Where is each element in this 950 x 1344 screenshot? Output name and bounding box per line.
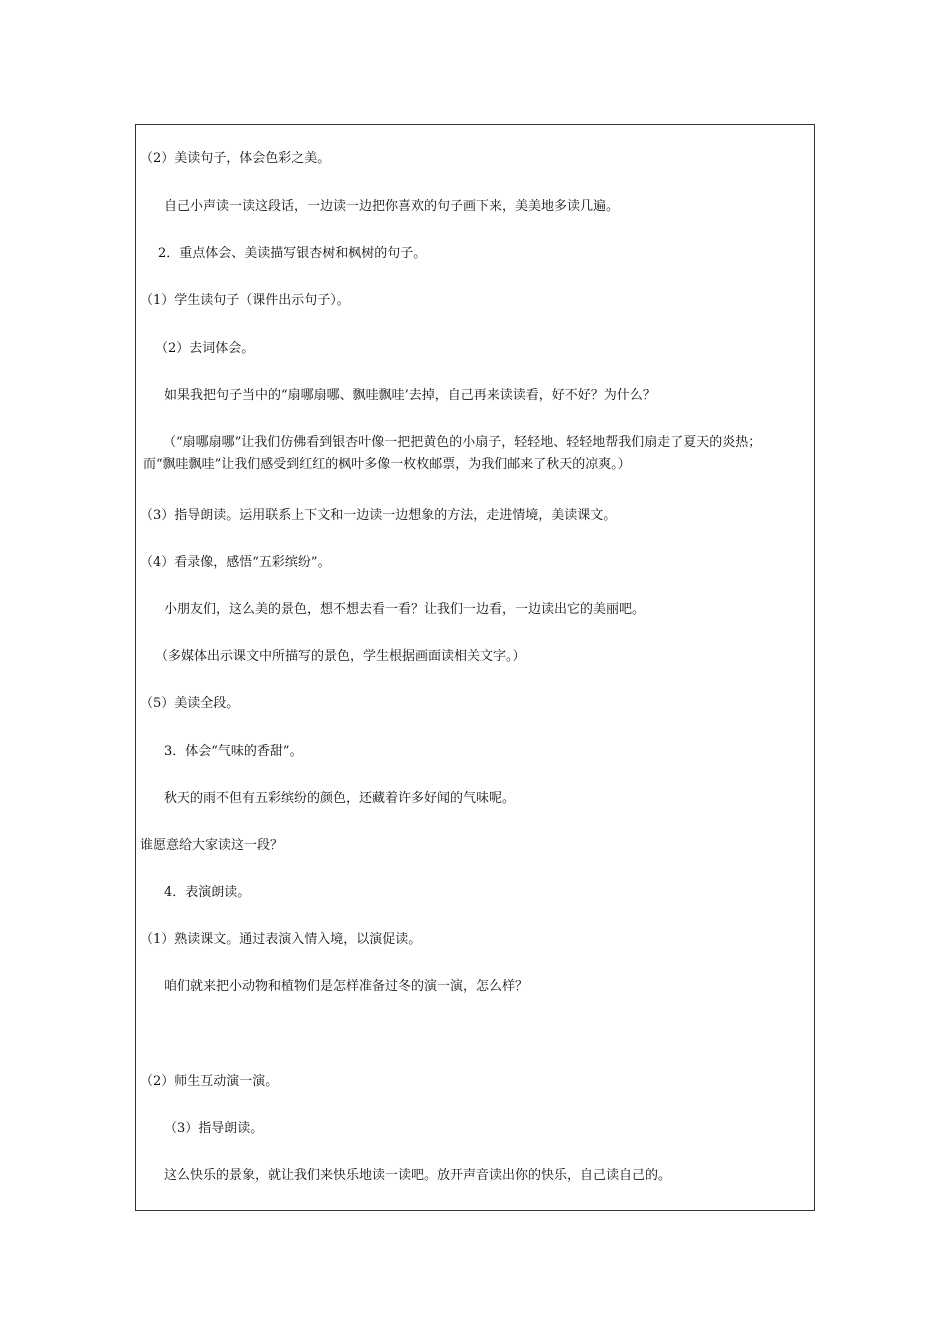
text-line-13: 3．体会“气味的香甜”。 bbox=[164, 744, 303, 759]
text-line-1: （2）美读句子，体会色彩之美。 bbox=[140, 151, 331, 166]
text-line-2: 自己小声读一读这段话，一边读一边把你喜欢的句子画下来，美美地多读几遍。 bbox=[164, 199, 620, 214]
text-line-18: 咱们就来把小动物和植物们是怎样准备过冬的演一演，怎么样？ bbox=[164, 979, 529, 994]
text-paragraph-7: （“扇哪扇哪”让我们仿佛看到银杏叶像一把把黄色的小扇子，轻轻地、轻轻地帮我们扇走了夏天的炎热；而“飘哇飘哇”让我们感受到红红的枫叶多像一枚枚邮票，为我们邮来了秋天的凉爽。） bbox=[143, 435, 762, 472]
text-line-4: （1）学生读句子（课件出示句子）。 bbox=[140, 293, 350, 308]
text-line-11: （多媒体出示课文中所描写的景色，学生根据画面读相关文字。） bbox=[155, 649, 526, 664]
text-line-19: （2）师生互动演一演。 bbox=[140, 1074, 279, 1089]
text-line-12: （5）美读全段。 bbox=[140, 696, 240, 711]
text-line-20: （3）指导朗读。 bbox=[164, 1121, 264, 1136]
text-line-10: 小朋友们，这么美的景色，想不想去看一看？让我们一边看，一边读出它的美丽吧。 bbox=[164, 602, 646, 617]
text-line-16: 4．表演朗读。 bbox=[164, 885, 251, 900]
text-line-5: （2）去词体会。 bbox=[155, 341, 255, 356]
text-line-9: （4）看录像，感悟“五彩缤纷”。 bbox=[140, 555, 331, 570]
text-line-8: （3）指导朗读。运用联系上下文和一边读一边想象的方法，走进情境，美读课文。 bbox=[140, 508, 617, 523]
text-line-15: 谁愿意给大家读这一段？ bbox=[140, 838, 284, 853]
text-line-3: 2．重点体会、美读描写银杏树和枫树的句子。 bbox=[158, 246, 427, 261]
text-line-6: 如果我把句子当中的“扇哪扇哪、飘哇飘哇’去掉，自己再来读读看，好不好？为什么？ bbox=[164, 388, 656, 403]
text-line-21: 这么快乐的景象，就让我们来快乐地读一读吧。放开声音读出你的快乐，自己读自己的。 bbox=[164, 1168, 672, 1183]
text-line-14: 秋天的雨不但有五彩缤纷的颜色，还藏着许多好闻的气味呢。 bbox=[164, 791, 516, 806]
text-line-17: （1）熟读课文。通过表演入情入境，以演促读。 bbox=[140, 932, 422, 947]
